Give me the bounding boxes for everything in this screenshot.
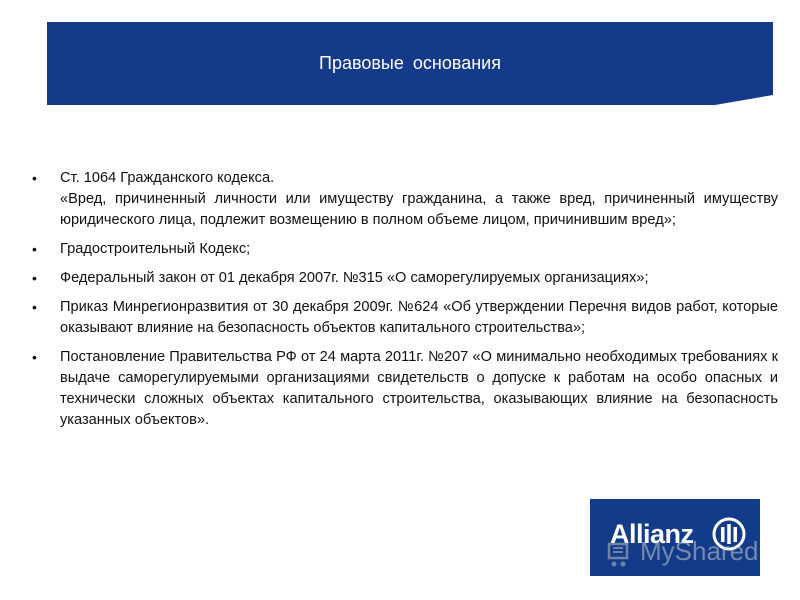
- content-area: [30, 168, 778, 439]
- watermark-text: MyShared: [640, 536, 759, 566]
- bullet-icon: •: [32, 241, 37, 257]
- cart-icon: [606, 536, 636, 570]
- list-item: [30, 168, 778, 231]
- slide-title: Правовые основания: [319, 53, 501, 73]
- list-item-text: Постановление Правительства РФ от 24 марта 2011г. №207 «О минимально необходимых требованиях к выдаче саморегулируемыми организациями свидетельств о допуске к работам на особо опасных и технически сложных объектах капитального строительства, оказывающих влияние на безопасность указанных объектов».: [60, 349, 778, 428]
- list-item-quote: «Вред, причиненный личности или имуществу гражданина, а также вред, причиненный имуществу юридического лица, подлежит возмещению в полном объеме лицом, причинившим вред»;: [60, 191, 778, 228]
- logo-wordmark: Allianz: [610, 519, 694, 549]
- list-item: [30, 268, 778, 289]
- list-item: [30, 297, 778, 339]
- list-item-text: Ст. 1064 Гражданского кодекса.: [60, 170, 275, 186]
- list-item-text: Федеральный закон от 01 декабря 2007г. №315 «О саморегулируемых организациях»;: [60, 270, 649, 286]
- list-item: [30, 347, 778, 431]
- bullet-icon: •: [32, 170, 37, 186]
- bullet-icon: •: [32, 299, 37, 315]
- bullet-list: [30, 168, 778, 431]
- list-item-text: Градостроительный Кодекс;: [60, 241, 251, 257]
- bullet-icon: •: [32, 349, 37, 365]
- list-item-text: Приказ Минрегионразвития от 30 декабря 2009г. №624 «Об утверждении Перечня видов работ, которые оказывают влияние на безопасность объектов капитального строительства»;: [60, 299, 778, 336]
- list-item: [30, 239, 778, 260]
- bullet-icon: •: [32, 270, 37, 286]
